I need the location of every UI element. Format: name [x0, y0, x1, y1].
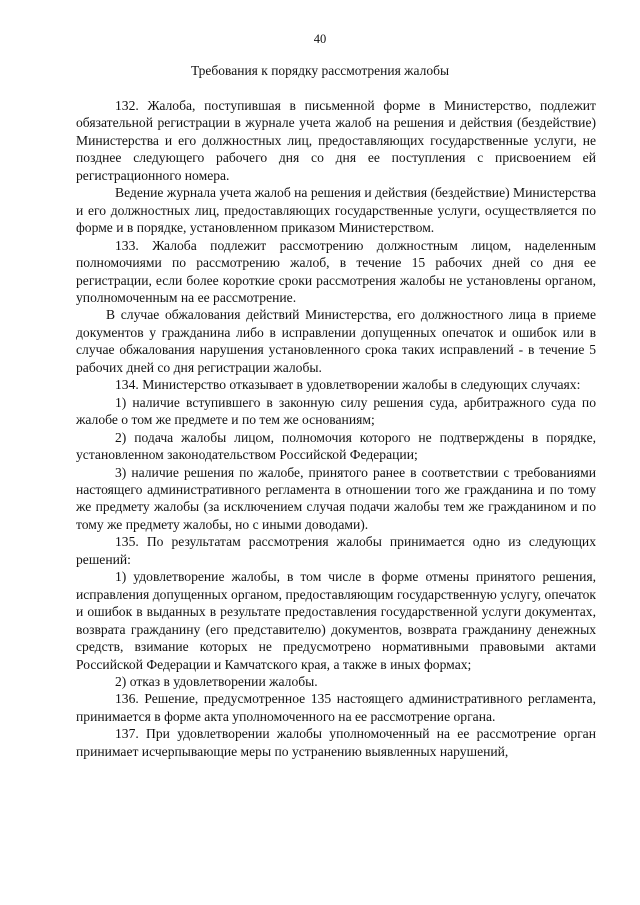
- page-number: 40: [313, 32, 327, 46]
- paragraph-132: 132. Жалоба, поступившая в письменной форме в Министерство, подлежит обязательной регистрации в журнале учета жалоб на решения и действия (бездействие) Министерства и его должностных лиц, предоставляющих государственные услуги, не позднее следующего рабочего дня со дня ее поступления с присвоением ей регистрационного номера.: [76, 98, 596, 183]
- paragraph-133: 133. Жалоба подлежит рассмотрению должностным лицом, наделенным полномочиями по рассмотрению жалоб, в течение 15 рабочих дней со дня ее регистрации, если более короткие сроки рассмотрения жалобы не установлены органом, уполномоченным на ее рассмотрение.: [76, 237, 596, 305]
- section-heading: Требования к порядку рассмотрения жалобы: [190, 63, 450, 78]
- paragraph-137: 137. При удовлетворении жалобы уполномоченный на ее рассмотрение орган принимает исчерпывающие меры по устранению выявленных нарушений,: [76, 726, 596, 759]
- paragraph-134-item-3: 3) наличие решения по жалобе, принятого ранее в соответствии с требованиями настоящего административного регламента в отношении того же гражданина и по тому же предмету жалобы (за исключением случая подачи жалобы тем же гражданином и по тому же предмету жалобы, но с иными доводами).: [76, 464, 596, 532]
- paragraph-135-item-1: 1) удовлетворение жалобы, в том числе в форме отмены принятого решения, исправления допущенных органом, предоставляющим государственную услугу, опечаток и ошибок в выданных в результате предоставления государственной услуги документах, возврата гражданину (его представителю) документов, возврата гражданину денежных средств, взимание которых не предусмотрено нормативными правовыми актами Российской Федерации и Камчатского края, а также в иных формах;: [76, 569, 596, 672]
- paragraph-136: 136. Решение, предусмотренное 135 настоящего административного регламента, принимается в форме акта уполномоченного на ее рассмотрение органа.: [76, 691, 596, 724]
- document-body: [76, 97, 596, 760]
- paragraph-134-item-2: 2) подача жалобы лицом, полномочия которого не подтверждены в порядке, установленном законодательством Российской Федерации;: [76, 429, 596, 463]
- paragraph-135: 135. По результатам рассмотрения жалобы принимается одно из следующих решений:: [76, 534, 596, 567]
- paragraph-134-item-1: 1) наличие вступившего в законную силу решения суда, арбитражного суда по жалобе о том же предмете и по тем же основаниям;: [76, 394, 596, 428]
- paragraph-134: 134. Министерство отказывает в удовлетворении жалобы в следующих случаях:: [115, 377, 581, 393]
- paragraph-journal: Ведение журнала учета жалоб на решения и действия (бездействие) Министерства и его должностных лиц, предоставляющих государственные услуги, осуществляется по форме и в порядке, установленном приказом Министерством.: [76, 185, 596, 236]
- paragraph-135-item-2: 2) отказ в удовлетворении жалобы.: [115, 673, 318, 689]
- paragraph-appeal-case: В случае обжалования действий Министерства, его должностного лица в приеме документов у гражданина либо в исправлении допущенных опечаток и ошибок или в случае обжалования нарушения установленного срока таких исправлений - в течение 5 рабочих дней со дня регистрации жалобы.: [76, 307, 596, 375]
